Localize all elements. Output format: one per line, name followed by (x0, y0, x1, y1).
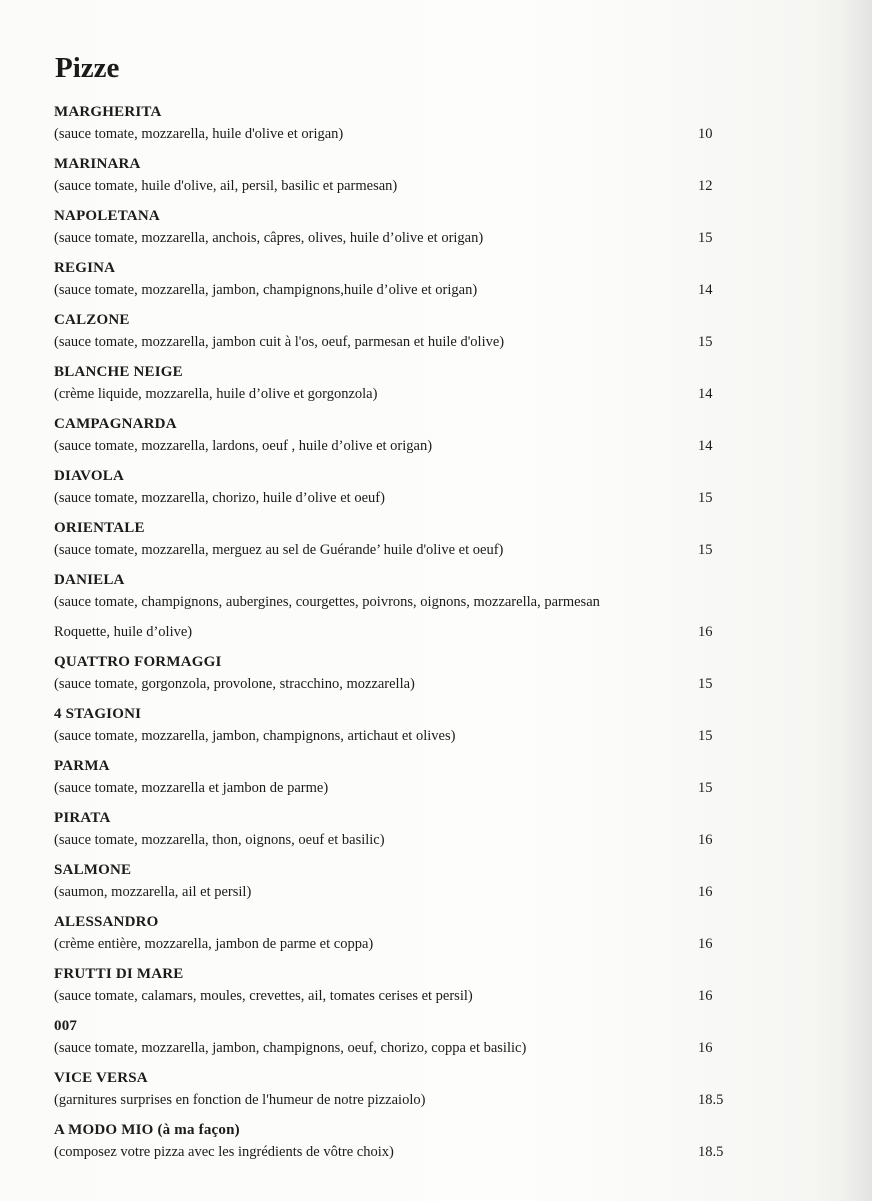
pizza-price: 15 (698, 490, 713, 506)
pizza-name: MARGHERITA (54, 104, 162, 120)
pizza-price: 16 (698, 1040, 713, 1056)
pizza-description: (sauce tomate, mozzarella et jambon de parme) (54, 780, 329, 796)
pizza-name: DANIELA (54, 572, 125, 588)
pizza-description: (sauce tomate, champignons, aubergines, courgettes, poivrons, oignons, mozzarella, parmesan (54, 594, 600, 610)
pizza-name: NAPOLETANA (54, 208, 160, 224)
pizza-name: CALZONE (54, 312, 130, 328)
pizza-price: 12 (698, 178, 713, 194)
pizza-name: 4 STAGIONI (54, 706, 142, 722)
pizza-description: (garnitures surprises en fonction de l'humeur de notre pizzaiolo) (54, 1092, 426, 1108)
menu-item (0, 706, 872, 758)
pizza-description: (sauce tomate, mozzarella, jambon, champignons,huile d’olive et origan) (54, 282, 478, 298)
menu-item (0, 468, 872, 520)
pizza-description: (sauce tomate, calamars, moules, crevettes, ail, tomates cerises et persil) (54, 988, 473, 1004)
page-title: Pizze (55, 52, 120, 84)
pizza-price: 14 (698, 438, 713, 454)
pizza-description: (sauce tomate, mozzarella, chorizo, huile d’olive et oeuf) (54, 490, 385, 506)
menu-item (0, 260, 872, 312)
pizza-name: A MODO MIO (à ma façon) (54, 1122, 240, 1138)
pizza-description: (sauce tomate, mozzarella, huile d'olive et origan) (54, 126, 344, 142)
pizza-price: 15 (698, 542, 713, 558)
pizza-description: (composez votre pizza avec les ingrédients de vôtre choix) (54, 1144, 394, 1160)
pizza-name: VICE VERSA (54, 1070, 148, 1086)
menu-item (0, 1070, 872, 1122)
pizza-price: 15 (698, 230, 713, 246)
pizza-price: 16 (698, 936, 713, 952)
menu-item (0, 312, 872, 364)
pizza-name: 007 (54, 1018, 78, 1034)
pizza-price: 15 (698, 334, 713, 350)
menu-item (0, 1122, 872, 1174)
pizza-price: 15 (698, 676, 713, 692)
menu-item (0, 520, 872, 572)
pizza-name: PIRATA (54, 810, 111, 826)
menu-item (0, 914, 872, 966)
pizza-price: 16 (698, 624, 713, 640)
pizza-description: (sauce tomate, mozzarella, lardons, oeuf , huile d’olive et origan) (54, 438, 433, 454)
pizza-name: PARMA (54, 758, 110, 774)
pizza-description: (sauce tomate, huile d'olive, ail, persil, basilic et parmesan) (54, 178, 398, 194)
pizza-name: ALESSANDRO (54, 914, 159, 930)
pizza-price: 15 (698, 728, 713, 744)
menu-item (0, 416, 872, 468)
pizza-price: 15 (698, 780, 713, 796)
pizza-name: QUATTRO FORMAGGI (54, 654, 222, 670)
pizza-description: (sauce tomate, mozzarella, merguez au sel de Guérande’ huile d'olive et oeuf) (54, 542, 504, 558)
pizza-name: SALMONE (54, 862, 132, 878)
pizza-price: 18.5 (698, 1144, 724, 1160)
pizza-description: (sauce tomate, mozzarella, thon, oignons, oeuf et basilic) (54, 832, 385, 848)
menu-item (0, 572, 872, 654)
pizza-description: (sauce tomate, mozzarella, jambon cuit à l'os, oeuf, parmesan et huile d'olive) (54, 334, 505, 350)
pizza-price: 18.5 (698, 1092, 724, 1108)
menu-item (0, 654, 872, 706)
pizza-name: CAMPAGNARDA (54, 416, 177, 432)
pizza-price: 16 (698, 884, 713, 900)
menu-item (0, 862, 872, 914)
menu-item (0, 758, 872, 810)
pizza-description: (sauce tomate, mozzarella, anchois, câpres, olives, huile d’olive et origan) (54, 230, 484, 246)
pizza-description: (crème entière, mozzarella, jambon de parme et coppa) (54, 936, 374, 952)
pizza-name: FRUTTI DI MARE (54, 966, 184, 982)
pizza-list (0, 104, 872, 1174)
pizza-price: 16 (698, 988, 713, 1004)
pizza-name: REGINA (54, 260, 116, 276)
pizza-price: 10 (698, 126, 713, 142)
menu-item (0, 966, 872, 1018)
pizza-name: BLANCHE NEIGE (54, 364, 183, 380)
menu-item (0, 208, 872, 260)
pizza-name: ORIENTALE (54, 520, 145, 536)
pizza-name: DIAVOLA (54, 468, 125, 484)
pizza-description: (sauce tomate, mozzarella, jambon, champignons, artichaut et olives) (54, 728, 456, 744)
menu-item (0, 364, 872, 416)
menu-item (0, 810, 872, 862)
pizza-description: (sauce tomate, gorgonzola, provolone, stracchino, mozzarella) (54, 676, 415, 692)
pizza-price: 14 (698, 282, 713, 298)
menu-item (0, 1018, 872, 1070)
pizza-description: (crème liquide, mozzarella, huile d’olive et gorgonzola) (54, 386, 378, 402)
pizza-price: 14 (698, 386, 713, 402)
pizza-price: 16 (698, 832, 713, 848)
pizza-description-continued: Roquette, huile d’olive) (54, 624, 193, 640)
menu-item (0, 156, 872, 208)
pizza-name: MARINARA (54, 156, 141, 172)
menu-item (0, 104, 872, 156)
pizza-description: (saumon, mozzarella, ail et persil) (54, 884, 252, 900)
pizza-description: (sauce tomate, mozzarella, jambon, champignons, oeuf, chorizo, coppa et basilic) (54, 1040, 527, 1056)
